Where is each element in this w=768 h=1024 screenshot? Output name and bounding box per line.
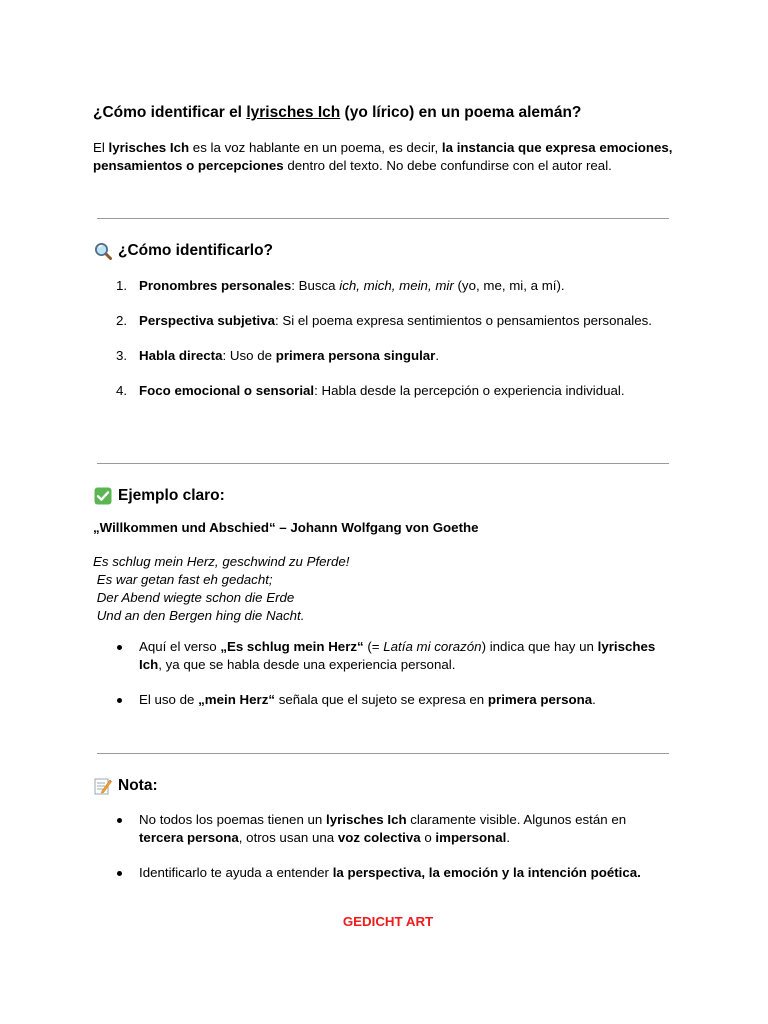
bullet-text: , ya que se habla desde una experiencia personal. [158, 657, 456, 672]
note-bullets [93, 811, 673, 882]
list-item [93, 382, 673, 400]
bullet-bold: lyrisches Ich [326, 812, 407, 827]
list-text: . [435, 348, 440, 363]
page-title [93, 104, 581, 122]
intro-paragraph [93, 139, 673, 175]
poem-line: Und an den Bergen hing die Nacht. [93, 608, 305, 623]
list-text: : Si el poema expresa sentimientos o pensamientos personales. [275, 313, 652, 328]
list-bold: Perspectiva subjetiva [139, 313, 275, 328]
bullet-dot [117, 698, 122, 703]
title-text-1: ¿Cómo identificar el [93, 104, 247, 121]
memo-icon [93, 776, 113, 796]
intro-text: dentro del texto. No debe confundirse con el autor real. [283, 158, 612, 173]
section-heading-text: Nota: [118, 777, 158, 794]
section-heading-text: Ejemplo claro: [118, 487, 225, 504]
list-item [93, 347, 673, 365]
section-heading-note [93, 776, 158, 796]
list-text: : Habla desde la percepción o experiencia individual. [314, 383, 625, 398]
list-item [93, 811, 673, 847]
bullet-bold: „Es schlug mein Herz“ [220, 639, 364, 654]
poem-line: Es schlug mein Herz, geschwind zu Pferde! [93, 554, 350, 569]
list-italic: ich, mich, mein, mir [339, 278, 454, 293]
list-bold: Habla directa [139, 348, 223, 363]
bullet-text: o [420, 830, 436, 845]
divider [97, 753, 669, 754]
intro-text: El [93, 140, 109, 155]
identify-list [93, 277, 673, 400]
section-heading-example [93, 486, 225, 506]
intro-bold: lyrisches Ich [108, 140, 190, 155]
bullet-dot [117, 818, 122, 823]
divider [97, 463, 669, 464]
bullet-bold: primera persona [487, 692, 593, 707]
list-bold: primera persona singular [275, 348, 436, 363]
bullet-bold: impersonal [435, 830, 507, 845]
bullet-bold: voz colectiva [337, 830, 421, 845]
bullet-text: señala que el sujeto se expresa en [275, 692, 488, 707]
bullet-text: ) indica que hay un [481, 639, 598, 654]
poem-excerpt [93, 553, 349, 625]
intro-text: es la voz hablante en un poema, es decir, [189, 140, 442, 155]
list-text: : Busca [291, 278, 340, 293]
title-text-2: (yo lírico) en un poema alemán? [340, 104, 582, 121]
poem-line: Es war getan fast eh gedacht; [93, 572, 273, 587]
bullet-dot [117, 645, 122, 650]
list-number: 2. [116, 313, 128, 328]
poem-line: Der Abend wiegte schon die Erde [93, 590, 295, 605]
list-number: 3. [116, 348, 128, 363]
list-text: (yo, me, mi, a mí). [453, 278, 565, 293]
list-text: : Uso de [222, 348, 276, 363]
list-bold: Pronombres personales [139, 278, 292, 293]
bullet-text: Aquí el verso [139, 639, 221, 654]
title-underlined-term: lyrisches Ich [246, 104, 341, 121]
bullet-text: , otros usan una [238, 830, 338, 845]
bullet-text: Identificarlo te ayuda a entender [139, 865, 333, 880]
list-number: 1. [116, 278, 128, 293]
list-item [93, 277, 673, 295]
bullet-dot [117, 871, 122, 876]
section-heading-identify [93, 241, 273, 261]
list-bold: Foco emocional o sensorial [139, 383, 315, 398]
bullet-bold: lyrisches Ich [139, 639, 656, 672]
bullet-bold: la perspectiva, la emoción y la intención poética. [332, 865, 641, 880]
list-item [93, 691, 673, 709]
bullet-text: El uso de [139, 692, 199, 707]
check-mark-button-icon [93, 486, 113, 506]
bullet-bold: „mein Herz“ [198, 692, 275, 707]
bullet-bold: tercera persona [139, 830, 239, 845]
list-item [93, 312, 673, 330]
bullet-text: No todos los poemas tienen un [139, 812, 327, 827]
intro-bold: la instancia que expresa emociones, pensamientos o percepciones [93, 140, 673, 173]
example-bullets [93, 638, 673, 709]
section-heading-text: ¿Cómo identificarlo? [118, 242, 273, 259]
list-number: 4. [116, 383, 128, 398]
bullet-text: (= [363, 639, 384, 654]
magnifying-glass-icon [93, 241, 113, 261]
divider [97, 218, 669, 219]
poem-title: „Willkommen und Abschied“ – Johann Wolfgang von Goethe [93, 520, 479, 535]
footer-label: GEDICHT ART [342, 914, 434, 929]
bullet-text: claramente visible. Algunos están en [406, 812, 627, 827]
list-item [93, 864, 673, 882]
bullet-text: . [506, 830, 511, 845]
bullet-text: . [592, 692, 596, 707]
list-item [93, 638, 673, 674]
bullet-italic: Latía mi corazón [383, 639, 482, 654]
